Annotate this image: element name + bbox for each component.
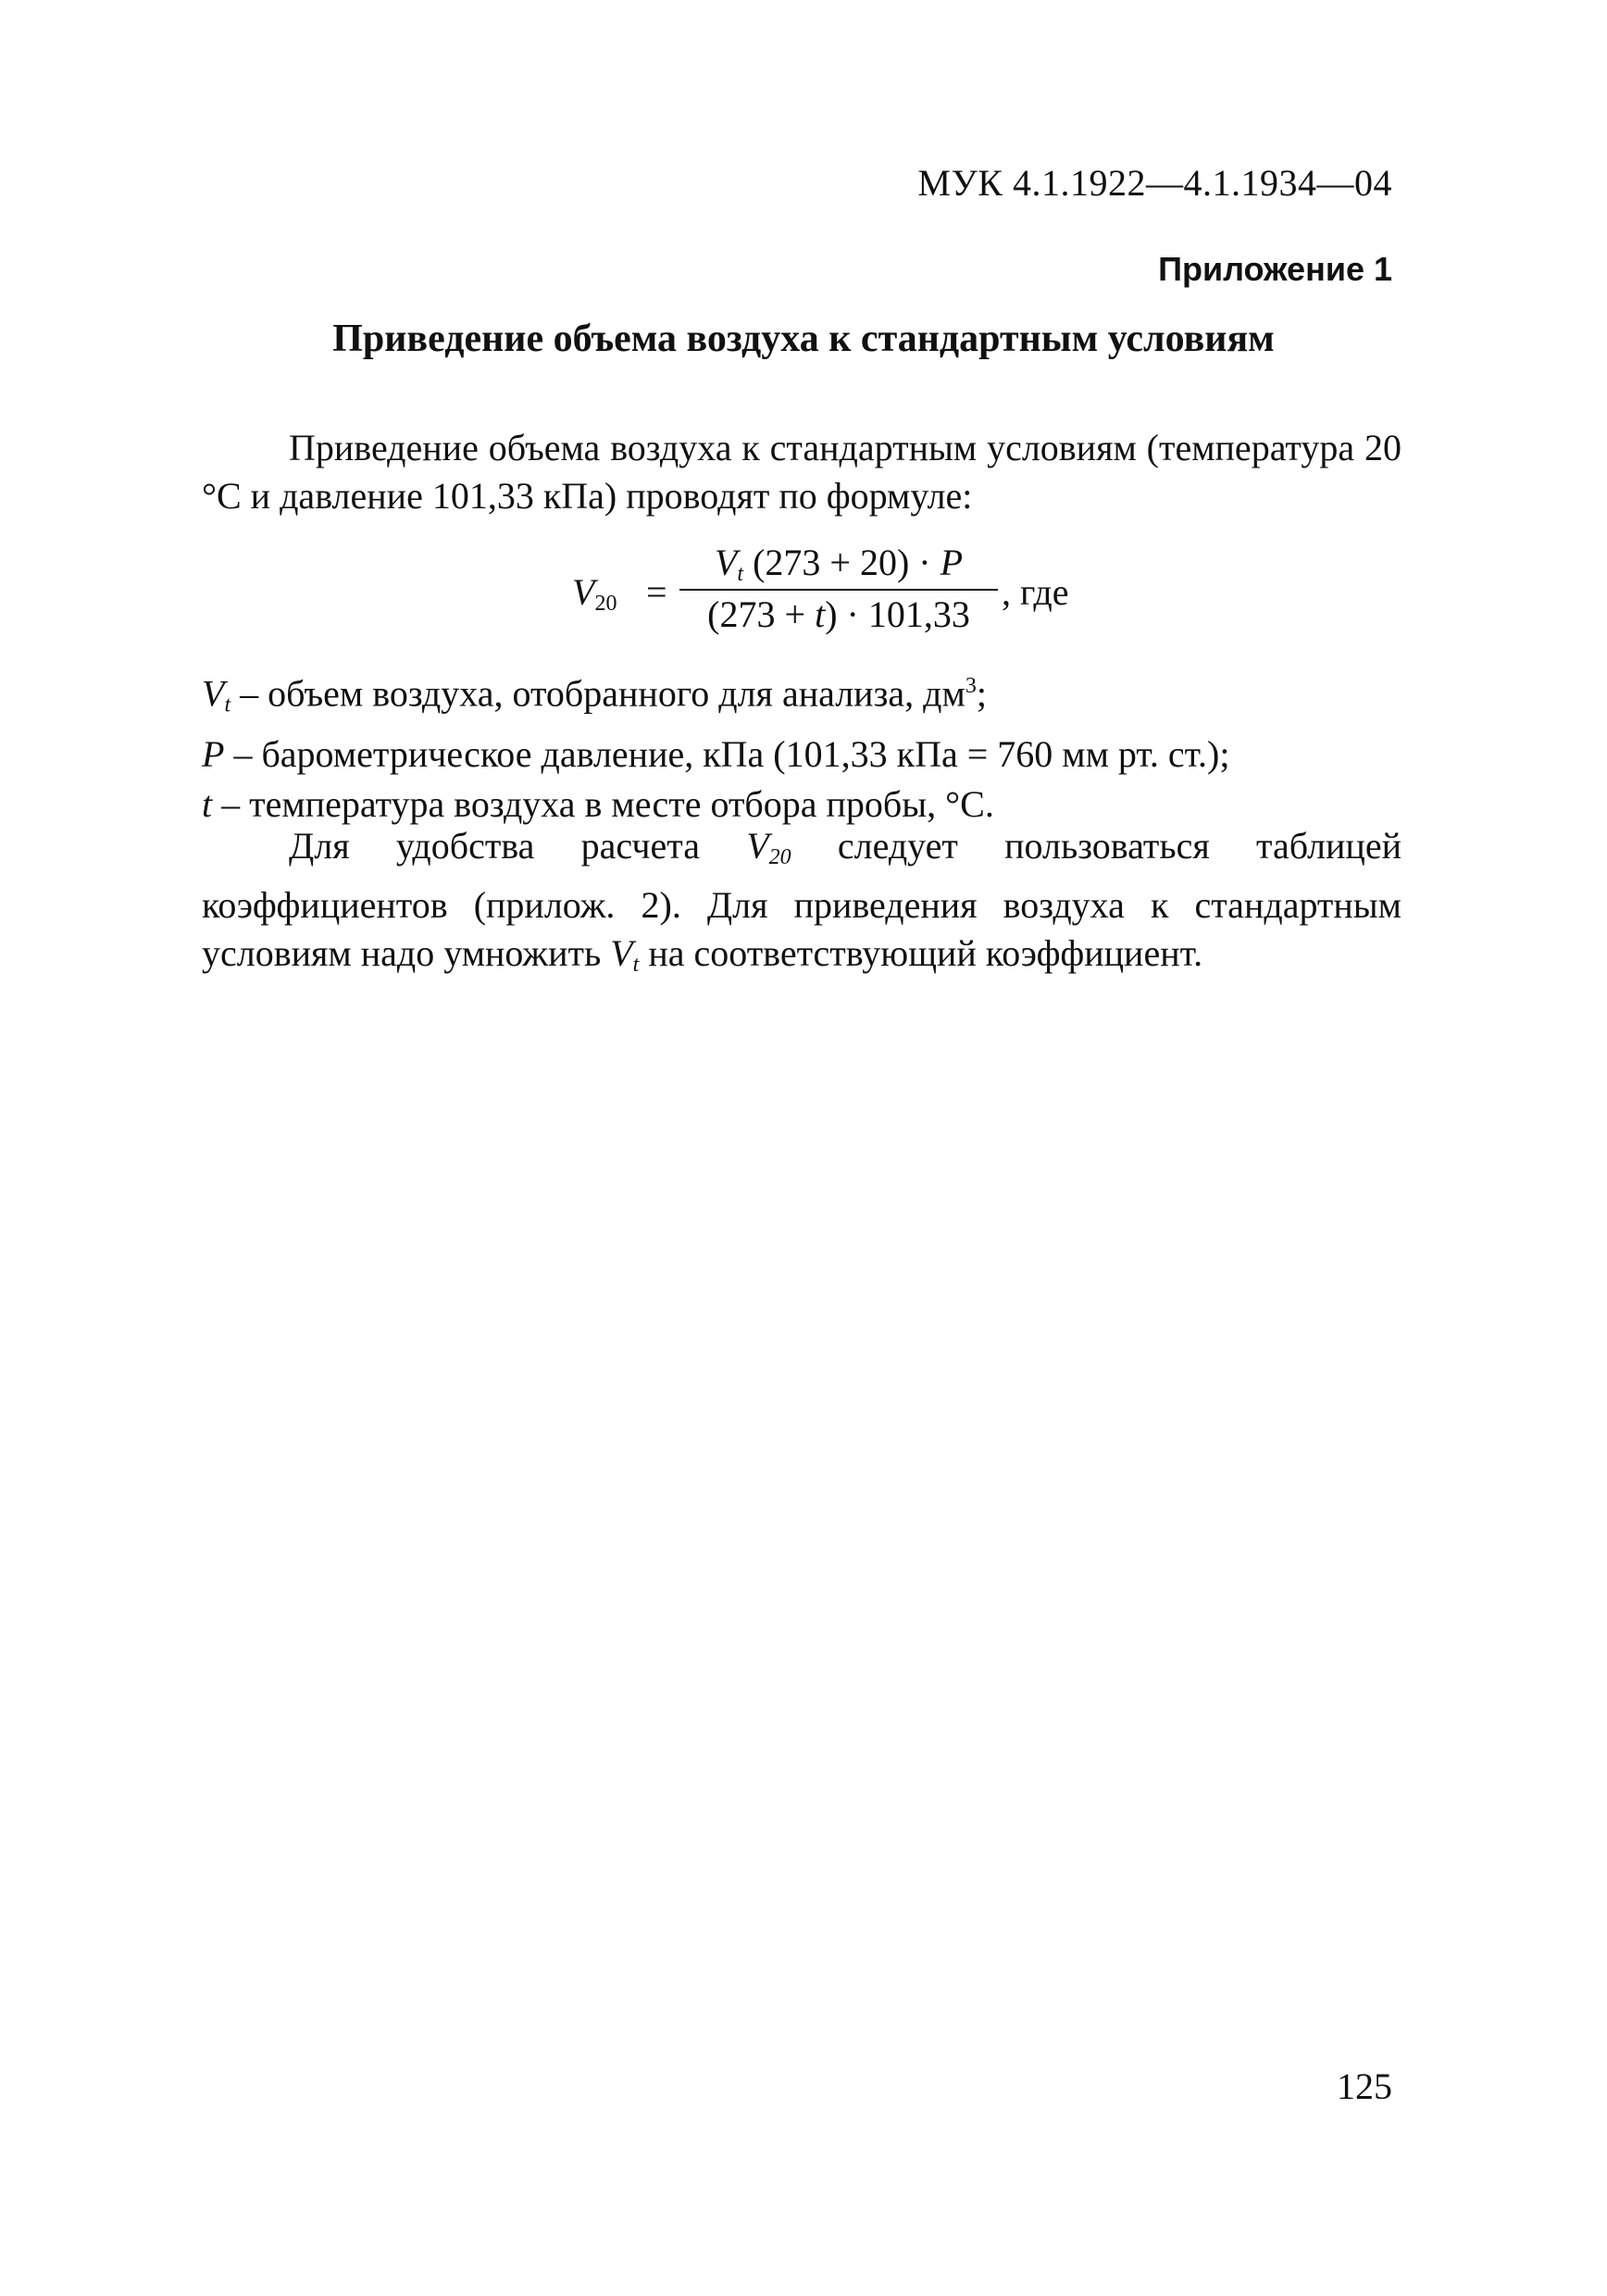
formula-num-rest: (273 + 20) · xyxy=(743,542,941,583)
formula-den-t: t xyxy=(815,593,826,635)
def-vt-end: ; xyxy=(976,672,987,715)
def-vt-superscript: 3 xyxy=(965,674,977,698)
formula-equals: = xyxy=(646,571,667,613)
definition-p xyxy=(202,730,1401,780)
formula-suffix: , где xyxy=(1002,571,1069,613)
p2-vt-subscript: t xyxy=(632,953,640,977)
formula-den-right: ) · 101,33 xyxy=(825,593,970,635)
formula-lhs-subscript: 20 xyxy=(594,592,617,616)
page-title: Приведение объема воздуха к стандартным условиям xyxy=(332,318,1275,360)
intro-paragraph: Приведение объема воздуха к стандартным условиям (температура 20 °С и давление 101,33 кПа) проводят по формуле: xyxy=(202,427,1401,517)
formula-num-p: P xyxy=(940,542,964,583)
p2-part1: Для удобства расчета xyxy=(289,825,747,867)
def-t-symbol: t xyxy=(202,783,213,826)
def-t-text: – температура воздуха в месте отбора пробы, °С. xyxy=(212,783,994,826)
formula-lhs-symbol: V xyxy=(572,571,595,613)
p2-vt-symbol: V xyxy=(610,932,633,974)
page-number: 125 xyxy=(1337,2065,1392,2107)
p2-v-subscript: 20 xyxy=(768,845,791,869)
p2-part2: следует пользоваться таблицей коэффициентов (прилож. 2). Для приведения воздуха к стандартным условиям надо умножить xyxy=(202,825,1401,974)
def-p-text: – барометрическое давление, кПа (101,33 кПа = 760 мм рт. ст.); xyxy=(224,733,1230,776)
definitions-list xyxy=(202,661,1401,830)
document-code: МУК 4.1.1922—4.1.1934—04 xyxy=(917,162,1392,204)
appendix-label: Приложение 1 xyxy=(1158,250,1392,288)
calculation-paragraph xyxy=(202,822,1401,989)
formula-denominator xyxy=(679,591,998,639)
def-vt-text: – объем воздуха, отобранного для анализа, дм xyxy=(230,672,965,715)
def-vt-subscript: t xyxy=(224,693,231,718)
formula-numerator xyxy=(679,539,998,591)
definition-vt xyxy=(202,661,1401,730)
formula-fraction xyxy=(679,539,998,639)
def-p-symbol: P xyxy=(202,733,225,776)
p2-part3: на соответствующий коэффициент. xyxy=(639,932,1203,974)
def-vt-symbol: V xyxy=(202,672,225,715)
p2-v-symbol: V xyxy=(746,825,769,867)
formula-lhs xyxy=(572,570,617,617)
formula-num-subscript: t xyxy=(737,562,744,586)
formula-num-symbol: V xyxy=(714,542,738,583)
formula xyxy=(572,539,1146,641)
formula-den-left: (273 + xyxy=(707,593,816,635)
